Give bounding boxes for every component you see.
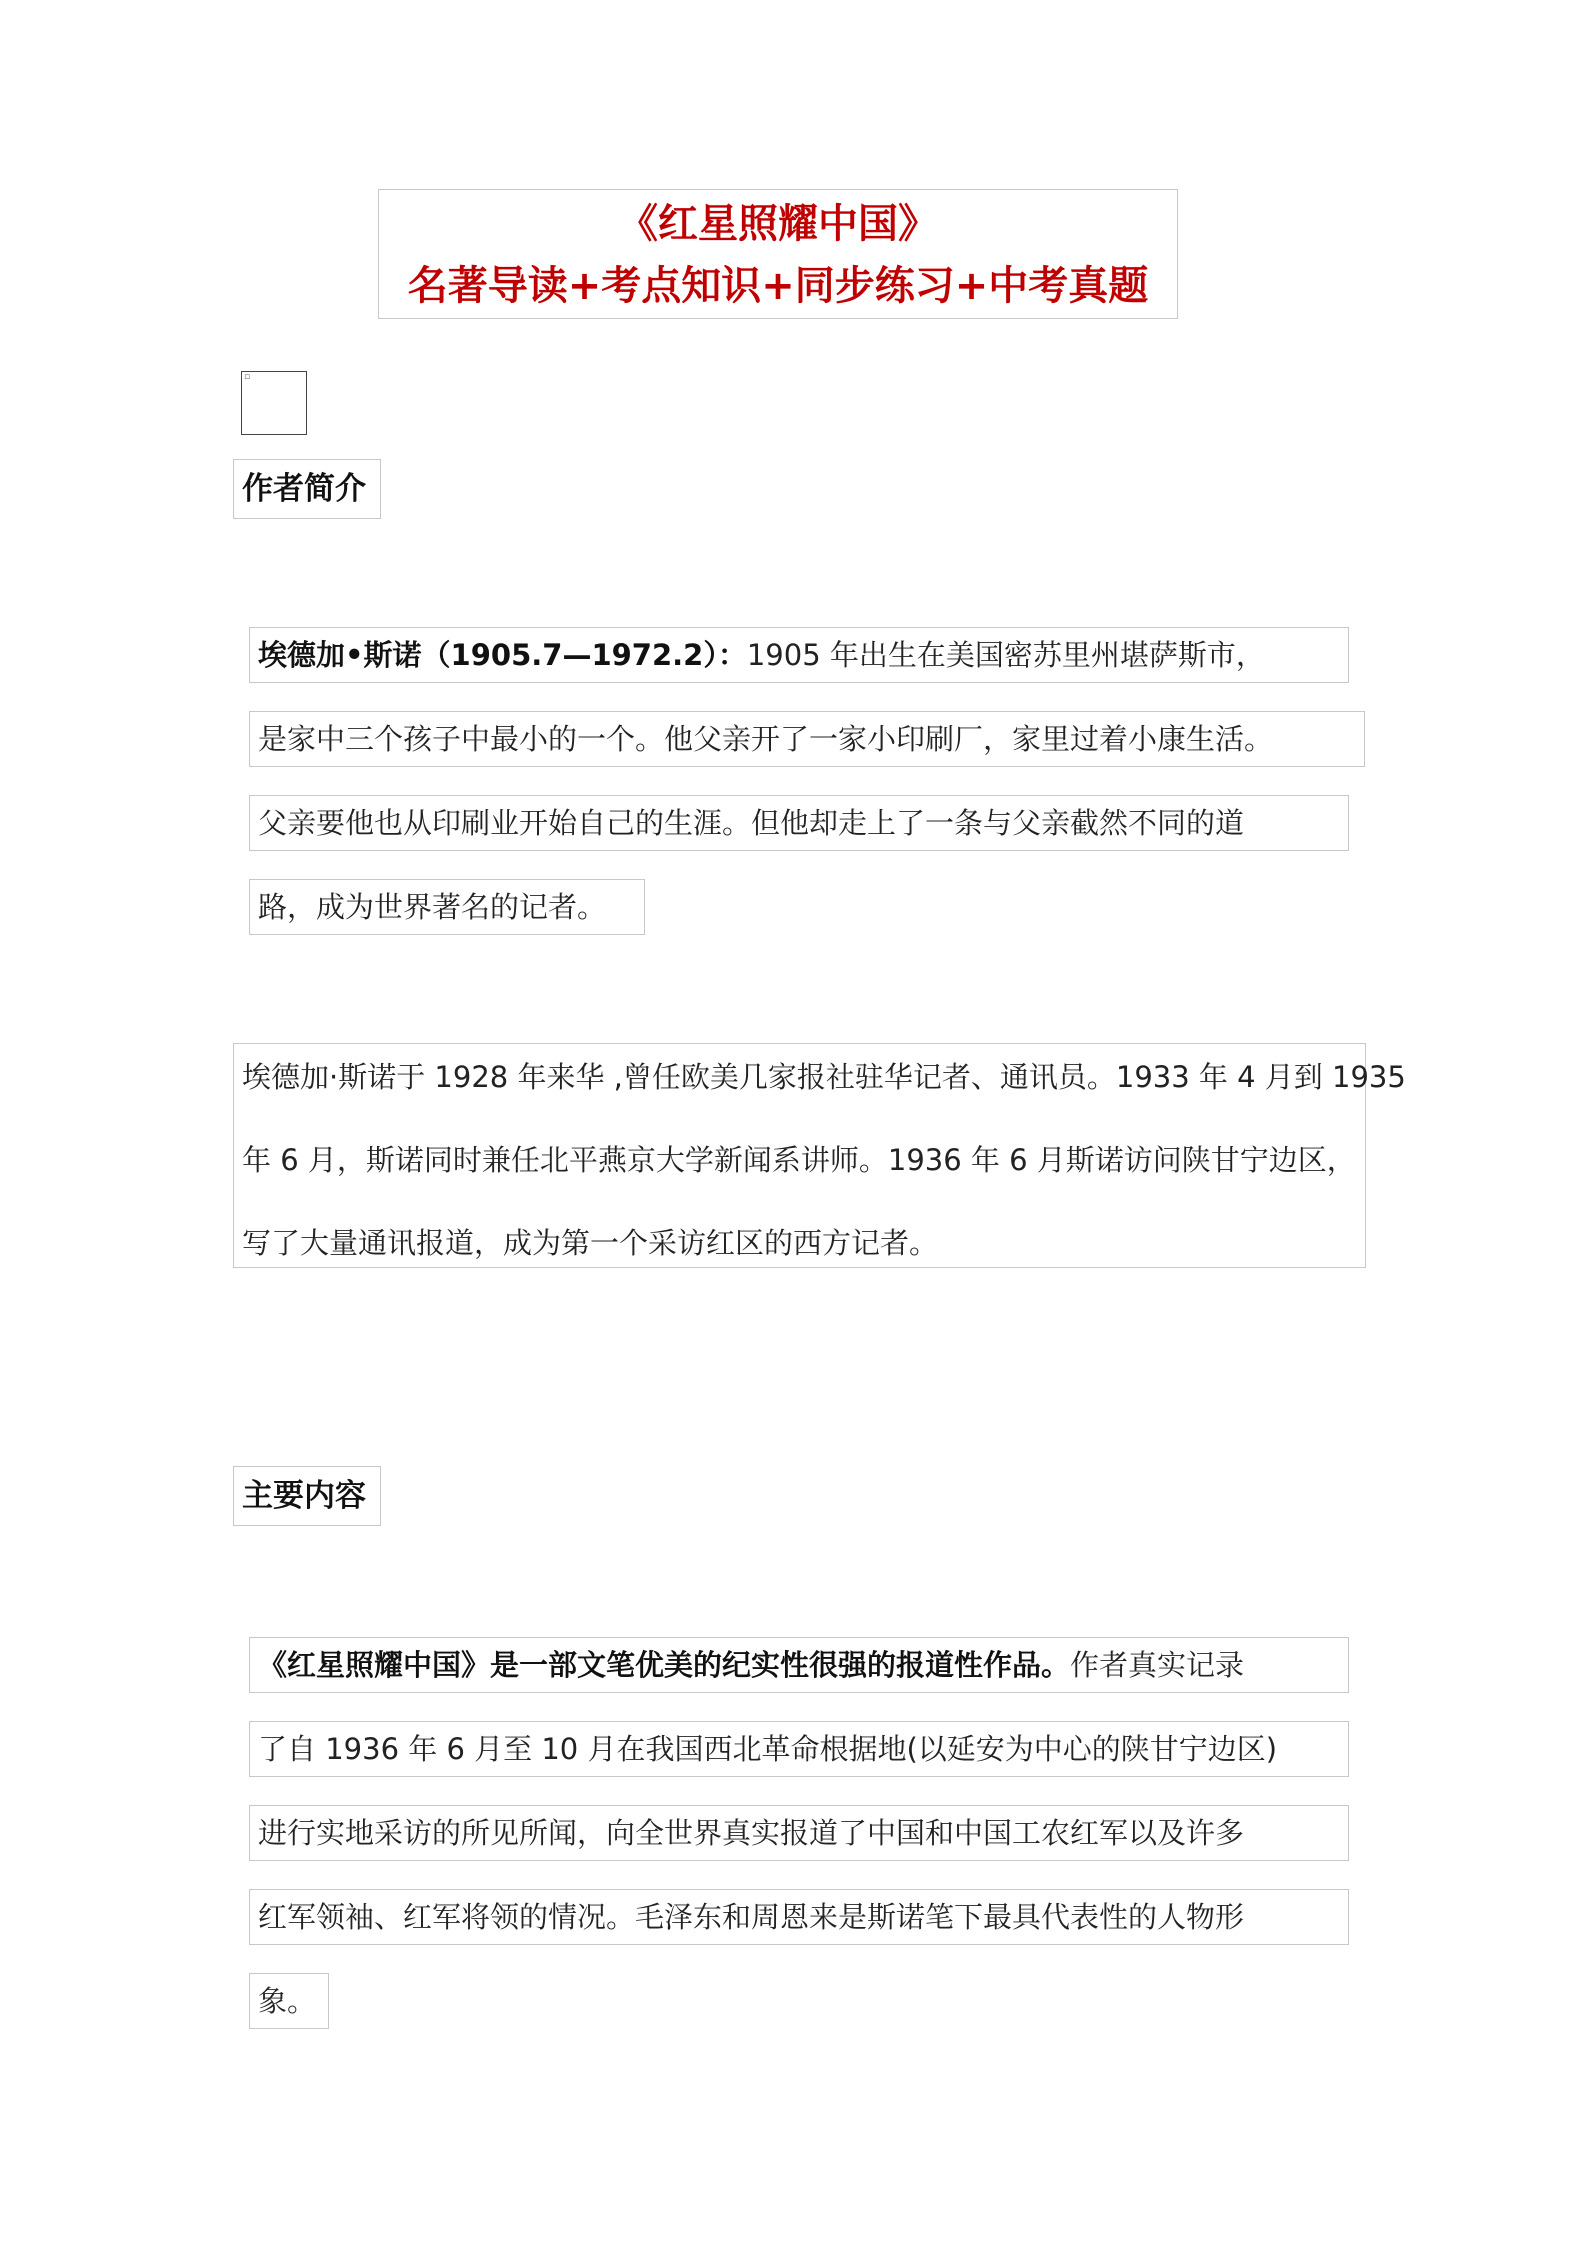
document-title bbox=[378, 189, 1178, 319]
broken-image-icon: ▫ bbox=[241, 371, 307, 435]
content-para-line4: 红军领袖、红军将领的情况。毛泽东和周恩来是斯诺笔下最具代表性的人物形 bbox=[249, 1889, 1349, 1945]
author-para1-line2: 是家中三个孩子中最小的一个。他父亲开了一家小印刷厂，家里过着小康生活。 bbox=[249, 711, 1365, 767]
author-para2 bbox=[233, 1043, 1406, 1268]
author-para2-line3: 写了大量通讯报道，成为第一个采访红区的西方记者。 bbox=[242, 1226, 939, 1260]
author-para1-line1-text: 1905 年出生在美国密苏里州堪萨斯市， bbox=[746, 638, 1265, 672]
author-para1-line3: 父亲要他也从印刷业开始自己的生涯。但他却走上了一条与父亲截然不同的道 bbox=[249, 795, 1349, 851]
content-para-line5: 象。 bbox=[249, 1973, 329, 2029]
content-para-line2: 了自 1936 年 6 月至 10 月在我国西北革命根据地(以延安为中心的陕甘宁边区) bbox=[249, 1721, 1349, 1777]
title-line-2: 名著导读+考点知识+同步练习+中考真题 bbox=[407, 263, 1149, 309]
author-para2-line2: 年 6 月，斯诺同时兼任北平燕京大学新闻系讲师。1936 年 6 月斯诺访问陕甘宁边区， bbox=[242, 1143, 1356, 1177]
author-para2-line1: 埃德加·斯诺于 1928 年来华 ,曾任欧美几家报社驻华记者、通讯员。1933 年 4 月到 1935 bbox=[242, 1060, 1406, 1094]
section-heading-content: 主要内容 bbox=[233, 1466, 381, 1526]
author-para1-line1 bbox=[249, 627, 1349, 683]
content-summary-bold: 《红星照耀中国》是一部文笔优美的纪实性很强的报道性作品。 bbox=[258, 1648, 1071, 1682]
section-heading-author: 作者简介 bbox=[233, 459, 381, 519]
author-para1-line4: 路，成为世界著名的记者。 bbox=[249, 879, 645, 935]
content-para-line1-text: 作者真实记录 bbox=[1070, 1648, 1245, 1682]
content-para-line3: 进行实地采访的所见所闻，向全世界真实报道了中国和中国工农红军以及许多 bbox=[249, 1805, 1349, 1861]
title-line-1: 《红星照耀中国》 bbox=[618, 201, 938, 247]
author-name-bold: 埃德加•斯诺（1905.7—1972.2）： bbox=[258, 638, 747, 672]
content-para-line1 bbox=[249, 1637, 1349, 1693]
